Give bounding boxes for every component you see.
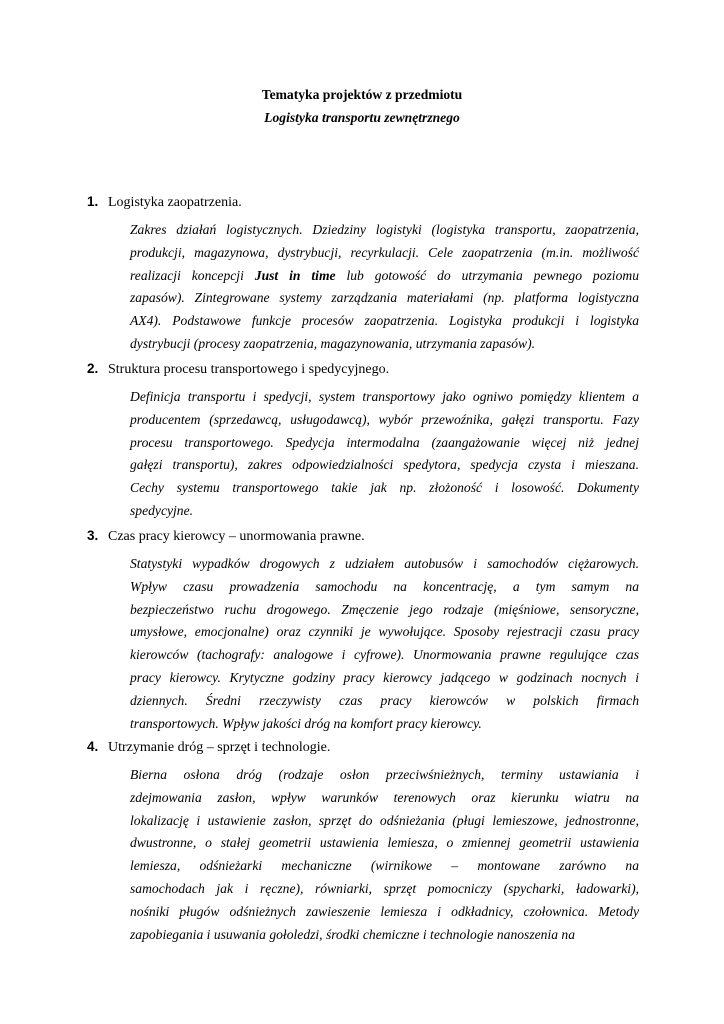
section-1-body	[130, 219, 639, 356]
paragraph-line: producentem (sprzedawcą, usługodawcą), wybór przewoźnika, gałęzi transportu. Fazy	[130, 411, 639, 427]
document-title: Tematyka projektów z przedmiotu	[261, 87, 463, 102]
paragraph-line: nośniki pługów odśnieżnych zawieszenie lemiesza i odkładnicy, czołownica. Metody	[130, 903, 639, 919]
paragraph-line: bezpieczeństwo ruchu drogowego. Zmęczenie jego rodzaje (mięśniowe, sensoryczne,	[130, 601, 639, 617]
section-3-heading	[87, 527, 647, 546]
section-title: Struktura procesu transportowego i spedycyjnego.	[108, 362, 390, 377]
paragraph-line: procesu transportowego. Spedycja intermodalna (zaangażowanie więcej niż jednej	[130, 434, 639, 450]
paragraph-line: dwustronne, o stałej geometrii ustawienia lemiesza, o zmiennej geometrii ustawienia	[130, 835, 639, 851]
section-1-heading	[87, 193, 647, 212]
paragraph-line: Statystyki wypadków drogowych z udziałem autobusów i samochodów ciężarowych.	[130, 556, 639, 571]
paragraph-line: zdejmowania zasłon, wpływ warunków terenowych oraz kierunku wiatru na	[130, 789, 639, 805]
paragraph-line: zapasów). Zintegrowane systemy zarządzania materiałami (np. platforma logistyczna	[130, 290, 639, 306]
paragraph-line: transportowych. Wpływ jakości dróg na komfort pracy kierowcy.	[130, 715, 482, 731]
section-4-body	[130, 764, 639, 946]
paragraph-line: Wpływ czasu prowadzenia samochodu na koncentrację, a tym samym na	[130, 578, 639, 594]
paragraph-line: lokalizację i ustawienie zasłon, sprzęt do odśnieżania (pługi lemieszowe, jednostronne,	[130, 812, 639, 828]
section-title: Czas pracy kierowcy – unormowania prawne.	[108, 529, 365, 544]
paragraph-line: umysłowe, emocjonalne) oraz czynniki je wywołujące. Sposoby rejestracji czasu pracy	[130, 624, 639, 640]
paragraph-line: pracy kierowcy. Krytyczne godziny pracy kierowcy jadącego w godzinach nocnych i	[130, 669, 639, 685]
section-title: Utrzymanie dróg – sprzęt i technologie.	[108, 740, 331, 755]
section-3-body	[130, 553, 639, 735]
paragraph-line: Zakres działań logistycznych. Dziedziny logistyki (logistyka transportu, zaopatrzenia,	[130, 222, 639, 237]
section-title: Logistyka zaopatrzenia.	[108, 195, 242, 210]
section-number: 4.	[87, 739, 99, 754]
document-subtitle: Logistyka transportu zewnętrznego	[264, 110, 460, 125]
section-number: 3.	[87, 528, 99, 543]
paragraph-line: kierowców (tachografy: analogowe i cyfrowe). Unormowania prawne regulujące czas	[130, 647, 639, 663]
emphasized-term: Just in time	[254, 267, 336, 283]
paragraph-line: dystrybucji (procesy zaopatrzenia, magazynowania, utrzymania zapasów).	[130, 335, 536, 351]
paragraph-line: samochodach jak i ręczne), równiarki, sprzęt pomocniczy (spycharki, ładowarki),	[130, 880, 639, 896]
paragraph-line: zapobiegania i usuwania gołoledzi, środki chemiczne i technologie nanoszenia na	[130, 926, 576, 942]
paragraph-line: gałęzi transportu), zakres odpowiedzialności spedytora, spedycja czysta i mieszana.	[130, 457, 639, 473]
paragraph-line: AX4). Podstawowe funkcje procesów zaopatrzenia. Logistyka produkcji i logistyka	[130, 313, 639, 329]
paragraph-line: Definicja transportu i spedycji, system transportowy jako ogniwo pomiędzy klientem a	[130, 389, 639, 404]
section-2-heading	[87, 360, 647, 379]
paragraph-line: Bierna osłona dróg (rodzaje osłon przeciwśnieżnych, terminy ustawiania i	[130, 767, 639, 782]
section-number: 1.	[87, 194, 99, 209]
section-number: 2.	[87, 361, 99, 376]
paragraph-line: Cechy systemu transportowego takie jak np. złożoność i losowość. Dokumenty	[130, 480, 639, 496]
section-2-body	[130, 386, 639, 523]
paragraph-line: lemiesza, odśnieżarki mechaniczne (wirnikowe – montowane zarówno na	[130, 858, 639, 874]
paragraph-line: produkcji, magazynowa, dystrybucji, recyrkulacji. Cele zaopatrzenia (m.in. możliwość	[130, 244, 639, 260]
paragraph-line: dziennych. Średni rzeczywisty czas pracy kierowców w polskich firmach	[130, 692, 639, 708]
paragraph-line: spedycyjne.	[130, 502, 194, 518]
section-4-heading	[87, 738, 647, 757]
paragraph-line: realizacji koncepcji Just in time lub gotowość do utrzymania pewnego poziomu	[130, 267, 639, 283]
